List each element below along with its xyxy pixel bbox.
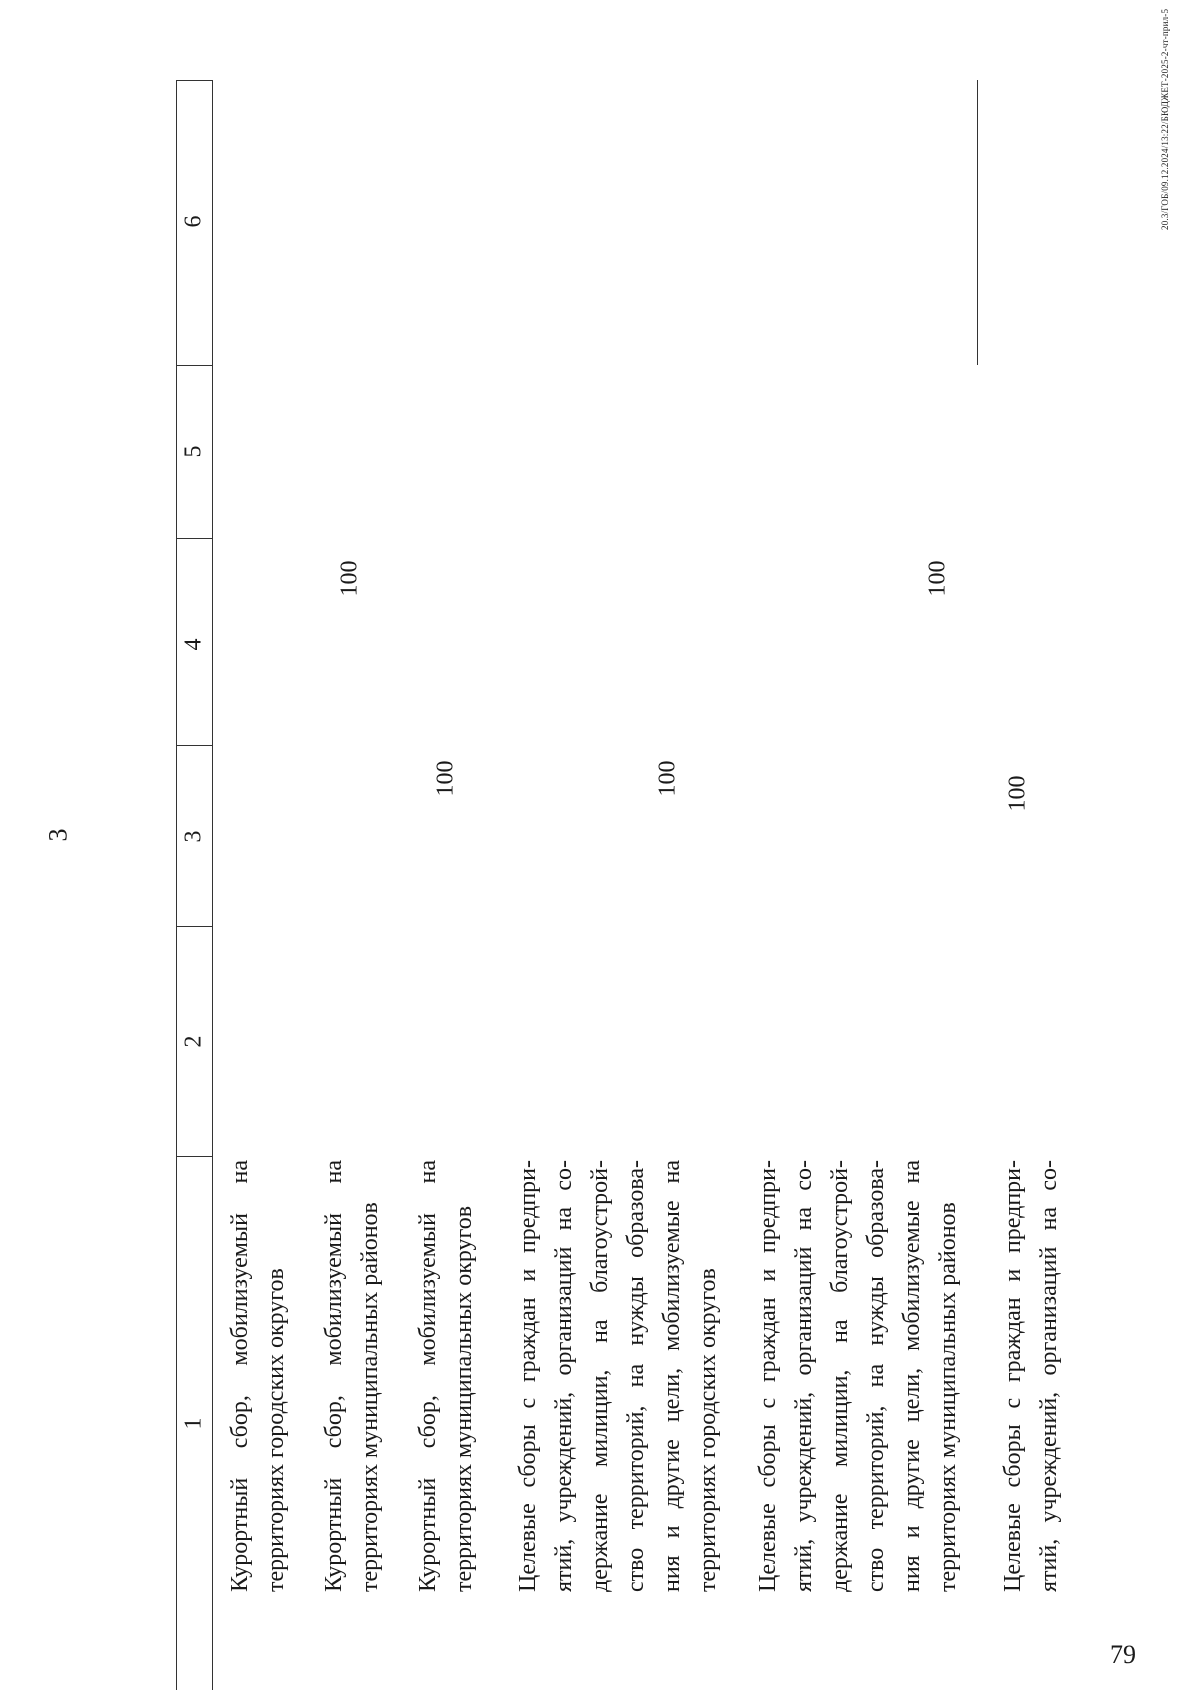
header-divider [212, 80, 213, 1690]
row-5-col4: 100 [924, 560, 951, 597]
col-sep-5-6 [176, 365, 212, 366]
row-2-col4: 100 [336, 560, 363, 597]
row-6-text: Целевые сборы с граждан и предпри- ятий, учреждений, организаций на со- [1000, 1160, 1062, 1592]
col-sep-3-4 [176, 745, 212, 746]
sheet-number: 3 [43, 828, 73, 842]
header-col-6: 6 [180, 215, 207, 228]
row-3-text: Курортный сбор, мобилизуемый на территориях муниципальных округов [415, 1160, 477, 1592]
table-border-left [176, 80, 177, 1690]
page-number: 79 [1110, 1640, 1136, 1669]
row-5-text: Целевые сборы с граждан и предпри- ятий, учреждений, организаций на со- держание милиции, на благоустрой- ство территорий, на нужды образова- ния и другие цели, мобилизуемые на территориях муниципальных районов [755, 1160, 961, 1592]
table-border-top [176, 80, 212, 81]
footer-code: 20.3/ГОБ/09.12.2024/13:22/БЮДЖЕТ-2025-2-чт-прил-5 [1160, 8, 1170, 230]
row-4-col3: 100 [654, 760, 681, 797]
col-sep-4-5 [176, 538, 212, 539]
row-4-text: Целевые сборы с граждан и предпри- ятий, учреждений, организаций на со- держание милиции, на благоустрой- ство территорий, на нужды образова- ния и другие цели, мобилизуемые на территориях городских округов [515, 1160, 721, 1592]
row-2-text: Курортный сбор, мобилизуемый на территориях муниципальных районов [321, 1160, 383, 1592]
header-col-1: 1 [180, 1417, 207, 1430]
row-3-col3: 100 [432, 760, 459, 797]
header-col-3: 3 [180, 830, 207, 843]
col-sep-1-2 [176, 1156, 212, 1157]
col-right-border-6 [977, 80, 978, 365]
header-col-5: 5 [180, 445, 207, 458]
header-col-2: 2 [180, 1035, 207, 1048]
row-1-col3: 100 [1004, 775, 1031, 812]
row-1-text: Курортный сбор, мобилизуемый на территориях городских округов [227, 1160, 289, 1592]
col-sep-2-3 [176, 926, 212, 927]
header-col-4: 4 [180, 638, 207, 651]
